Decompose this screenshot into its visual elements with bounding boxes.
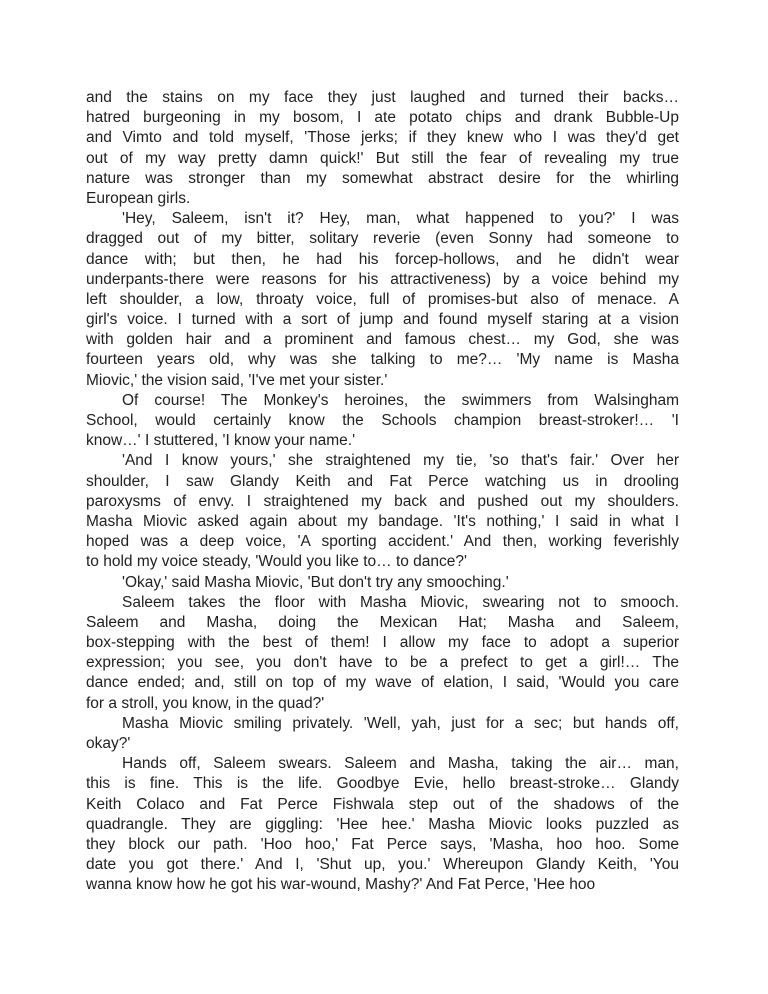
text-line: fourteen years old, why was she talking to me?… 'My name is Masha [86,351,679,369]
text-line: 'Hey, Saleem, isn't it? Hey, man, what happened to you?' I was [122,210,679,228]
text-line: to hold my voice steady, 'Would you like to… to dance?' [86,553,467,571]
text-line: dance with; but then, he had his forcep-hollows, and he didn't wear [86,250,679,268]
text-line: European girls. [86,189,191,207]
paragraph [86,88,679,209]
text-line: out of my way pretty damn quick!' But still the fear of revealing my true [86,149,679,167]
text-line: hoped was a deep voice, 'A sporting accident.' And then, working feverishly [86,533,679,551]
text-line: box-stepping with the best of them! I allow my face to adopt a superior [86,634,679,652]
text-line: wanna know how he got his war-wound, Mashy?' And Fat Perce, 'Hee hoo [86,876,596,894]
text-line: underpants-there were reasons for his attractiveness) by a voice behind my [86,270,679,288]
paragraph [86,391,679,452]
text-line: this is fine. This is the life. Goodbye Evie, hello breast-stroke… Glandy [86,775,679,793]
text-line: hatred burgeoning in my bosom, I ate potato chips and drank Bubble-Up [86,109,679,127]
text-line: date you got there.' And I, 'Shut up, you.' Whereupon Glandy Keith, 'You [86,856,679,874]
paragraph [86,754,679,895]
text-line: 'And I know yours,' she straightened my tie, 'so that's fair.' Over her [122,452,679,470]
text-line: Saleem takes the floor with Masha Miovic, swearing not to smooch. [122,593,679,611]
text-line: know…' I stuttered, 'I know your name.' [86,432,356,450]
text-line: shoulder, I saw Glandy Keith and Fat Perce watching us in drooling [86,472,679,490]
text-line: expression; you see, you don't have to be a prefect to get a girl!… The [86,654,679,672]
text-line: Masha Miovic asked again about my bandage. 'It's nothing,' I said in what I [86,512,679,530]
paragraph [86,209,679,391]
text-line: Of course! The Monkey's heroines, the swimmers from Walsingham [122,391,679,409]
text-line: nature was stronger than my somewhat abstract desire for the whirling [86,169,679,187]
text-line: Saleem and Masha, doing the Mexican Hat; Masha and Saleem, [86,613,679,631]
text-line: paroxysms of envy. I straightened my back and pushed out my shoulders. [86,492,679,510]
text-line: 'Okay,' said Masha Miovic, 'But don't try any smooching.' [122,573,509,591]
page-text-block [86,88,679,896]
text-line: for a stroll, you know, in the quad?' [86,694,325,712]
paragraph [86,714,679,754]
paragraph [86,573,679,593]
text-line: and Vimto and told myself, 'Those jerks; if they knew who I was they'd get [86,129,679,147]
text-line: dance ended; and, still on top of my wave of elation, I said, 'Would you care [86,674,679,692]
text-line: and the stains on my face they just laughed and turned their backs… [86,89,679,106]
paragraph [86,593,679,714]
text-line: they block our path. 'Hoo hoo,' Fat Perce says, 'Masha, hoo hoo. Some [86,835,679,853]
text-line: girl's voice. I turned with a sort of jump and found myself staring at a vision [86,311,679,329]
text-line: School, would certainly know the Schools champion breast-stroker!… 'I [86,412,679,429]
text-line: with golden hair and a prominent and famous chest… my God, she was [86,331,679,349]
text-line: dragged out of my bitter, solitary reverie (even Sonny had someone to [86,230,679,248]
text-line: Miovic,' the vision said, 'I've met your sister.' [86,371,388,389]
text-line: Keith Colaco and Fat Perce Fishwala step out of the shadows of the [86,795,679,813]
text-line: Hands off, Saleem swears. Saleem and Masha, taking the air… man, [122,755,679,773]
text-line: quadrangle. They are giggling: 'Hee hee.' Masha Miovic looks puzzled as [86,815,679,833]
text-line: left shoulder, a low, throaty voice, full of promises-but also of menace. A [86,290,679,308]
text-line: okay?' [86,735,131,752]
text-line: Masha Miovic smiling privately. 'Well, yah, just for a sec; but hands off, [122,714,679,732]
paragraph [86,451,679,572]
